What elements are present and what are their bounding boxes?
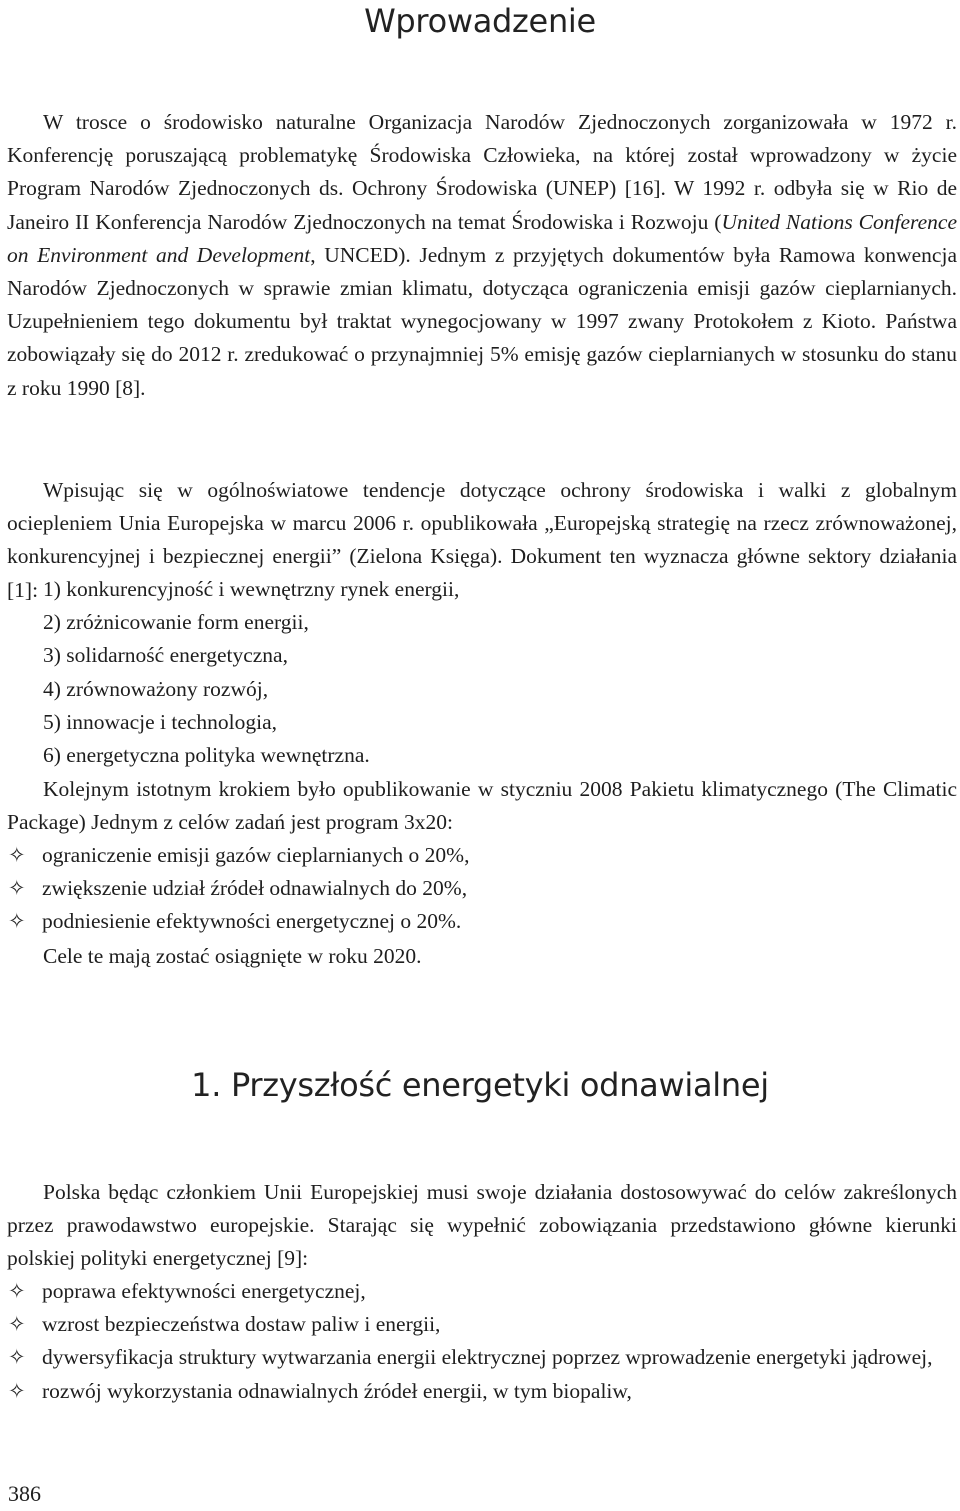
list-item: [7, 872, 957, 905]
intro-paragraph-1-italic: United Nations Conference on Environment and Development: [7, 209, 957, 267]
list-item: [7, 839, 957, 872]
star-outline-icon: ✧: [8, 876, 26, 901]
list-item: [7, 1341, 957, 1374]
list-item: [7, 905, 957, 938]
list-item-text: podniesienie efektywności energetycznej o 20%.: [42, 909, 462, 934]
star-outline-icon: ✧: [8, 1345, 26, 1370]
section-paragraph-1: Polska będąc członkiem Unii Europejskiej musi swoje działania dostosowywać do celów zakreślonych przez prawodawstwo europejskie. Starając się wypełnić zobowiązania przedstawiono główne kierunki polskiej polityki energetycznej [9]:: [7, 1180, 957, 1271]
priorities-list: [7, 1275, 957, 1408]
list-item: [7, 1375, 957, 1408]
list-item-text: rozwój wykorzystania odnawialnych źródeł energii, w tym biopaliw,: [42, 1378, 632, 1403]
star-outline-icon: ✧: [8, 1279, 26, 1303]
goals-list: [7, 839, 957, 939]
intro-paragraph-1-text-end: , UNCED). Jednym z przyjętych dokumentów była Ramowa konwencja Narodów Zjednoczonych w sprawie zmian klimatu, dotycząca ograniczenia emisji gazów cieplarnianych. Uzupełnieniem tego dokumentu był traktat wynegocjowany w 1997 zwany Protokołem z Kioto. Państwa zobowiązały się do 2012 r. zredukować o przynajmniej 5% emisję gazów cieplarnianych w stosunku do stanu z roku 1990 [8].: [7, 242, 957, 400]
intro-paragraph-1: [7, 106, 957, 405]
list-item-text: dywersyfikacja struktury wytwarzania energii elektrycznej poprzez wprowadzenie energetyki jądrowej,: [42, 1345, 933, 1370]
list-item: 5) innowacje i technologia,: [43, 709, 278, 734]
list-item-text: poprawa efektywności energetycznej,: [42, 1279, 366, 1303]
list-item-text: wzrost bezpieczeństwa dostaw paliw i energii,: [42, 1312, 441, 1337]
star-outline-icon: ✧: [8, 909, 26, 934]
list-item: 3) solidarność energetyczna,: [43, 643, 288, 668]
star-outline-icon: ✧: [8, 1312, 26, 1337]
page-title: Wprowadzenie: [364, 2, 596, 40]
list-item-text: ograniczenie emisji gazów cieplarnianych o 20%,: [42, 843, 470, 867]
page-number: 386: [8, 1481, 41, 1506]
section-heading: 1. Przyszłość energetyki odnawialnej: [191, 1066, 769, 1104]
sectors-list: [7, 573, 957, 772]
list-item: [7, 1308, 957, 1341]
intro-paragraph-3: Kolejnym istotnym krokiem było opublikowanie w styczniu 2008 Pakietu klimatycznego (The Climatic Package) Jednym z celów zadań jest program 3x20:: [7, 777, 957, 835]
list-item: 4) zrównoważony rozwój,: [43, 676, 269, 701]
list-item: 6) energetyczna polityka wewnętrzna.: [43, 743, 370, 768]
list-item: [7, 1275, 957, 1308]
list-item: 1) konkurencyjność i wewnętrzny rynek energii,: [43, 577, 460, 601]
intro-paragraph-4: Cele te mają zostać osiągnięte w roku 2020.: [43, 944, 422, 968]
star-outline-icon: ✧: [8, 1378, 26, 1403]
intro-paragraph-1-text: W trosce o środowisko naturalne Organizacja Narodów Zjednoczonych zorganizowała w 1972 r. Konferencję poruszającą problematykę Środowiska Człowieka, na której został wprowadzony w życie Program Narodów Zjednoczonych ds. Ochrony Środowiska (UNEP) [16]. W 1992 r. odbyła się w Rio de Janeiro II Konferencja Narodów Zjednoczonych na temat Środowiska i Rozwoju (: [7, 110, 957, 234]
list-item: 2) zróżnicowanie form energii,: [43, 610, 309, 635]
list-item-text: zwiększenie udział źródeł odnawialnych do 20%,: [42, 876, 468, 901]
intro-paragraph-2: Wpisując się w ogólnoświatowe tendencje dotyczące ochrony środowiska i walki z globalnym ociepleniem Unia Europejska w marcu 2006 r. opublikowała „Europejską strategię na rzecz zrównoważonej, konkurencyjnej i bezpiecznej energii” (Zielona Księga). Dokument ten wyznacza główne sektory działania [1]:: [7, 478, 957, 602]
star-outline-icon: ✧: [8, 843, 26, 867]
